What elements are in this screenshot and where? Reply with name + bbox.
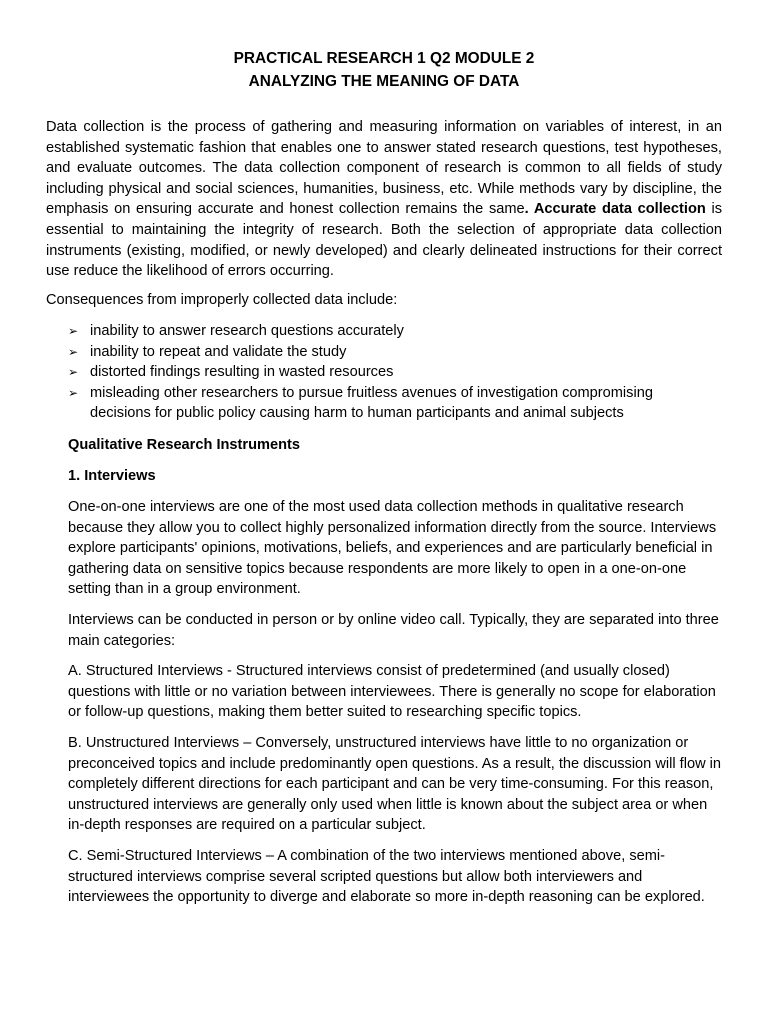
intro-text-part2: is essential to maintaining the integrity of research. Both the selection of appropriate data collection instruments (existing, modified, or newly developed) and clearly delineated instructions for their correct use reduce the likelihood of errors occurring. [46, 201, 722, 280]
interviews-heading: 1. Interviews [68, 468, 156, 484]
qualitative-heading: Qualitative Research Instruments [68, 437, 300, 453]
structured-interviews-paragraph: A. Structured Interviews - Structured interviews consist of predetermined (and usually closed) questions with little or no variation between interviewees. There is generally no scope for elaboration or follow-up questions, making them better suited to researching specific topics. [68, 663, 716, 721]
list-item: ➢ misleading other researchers to pursue fruitless avenues of investigation compromising decisions for public policy causing harm to human participants and animal subjects [68, 384, 653, 422]
arrow-bullet-icon: ➢ [68, 324, 79, 338]
consequences-lead: Consequences from improperly collected data include: [46, 292, 398, 308]
title-line-1: PRACTICAL RESEARCH 1 Q2 MODULE 2 [233, 50, 535, 67]
intro-bold-phrase: . Accurate data collection [524, 201, 706, 218]
interviews-paragraph-2: Interviews can be conducted in person or by online video call. Typically, they are separated into three main categories: [68, 612, 719, 649]
arrow-bullet-icon: ➢ [68, 344, 79, 359]
intro-text-part1: Data collection is the process of gathering and measuring information on variables of interest, in an established systematic fashion that enables one to answer stated research questions, test hypotheses, and evaluate outcomes. The data collection component of research is common to all fields of study including physical and social sciences, humanities, business, etc. While methods vary by discipline, the emphasis on ensuring accurate and honest collection remains the same [46, 119, 722, 218]
arrow-bullet-icon: ➢ [68, 385, 79, 400]
list-item: ➢ inability to repeat and validate the study [68, 342, 708, 363]
page-title [0, 47, 768, 93]
list-item: ➢ distorted findings resulting in wasted resources [68, 362, 708, 383]
intro-paragraph [46, 117, 722, 282]
unstructured-interviews-paragraph: B. Unstructured Interviews – Conversely, unstructured interviews have little to no organization or preconceived topics and include predominantly open questions. As a result, the discussion will flow in completely different directions for each participant and can be very time-consuming. For this reason, unstructured interviews are generally only used when little is known about the subject area or when in-depth responses are required on a particular subject. [68, 735, 722, 834]
semi-structured-interviews-paragraph: C. Semi-Structured Interviews – A combination of the two interviews mentioned above, semi-structured interviews comprise several scripted questions but allow both interviewers and interviewees the opportunity to diverge and elaborate so more in-depth reasoning can be explored. [68, 848, 705, 906]
consequences-list [68, 321, 708, 424]
arrow-bullet-icon: ➢ [68, 365, 79, 380]
list-item: ➢ inability to answer research questions accurately [68, 321, 708, 342]
title-line-2: ANALYZING THE MEANING OF DATA [248, 73, 520, 90]
interviews-paragraph-1: One-on-one interviews are one of the most used data collection methods in qualitative research because they allow you to collect highly personalized information directly from the source. Interviews explore participants' opinions, motivations, beliefs, and experiences and are particularly beneficial in gathering data on sensitive topics because respondents are more likely to open in a one-on-one setting than in a group environment. [68, 499, 717, 598]
